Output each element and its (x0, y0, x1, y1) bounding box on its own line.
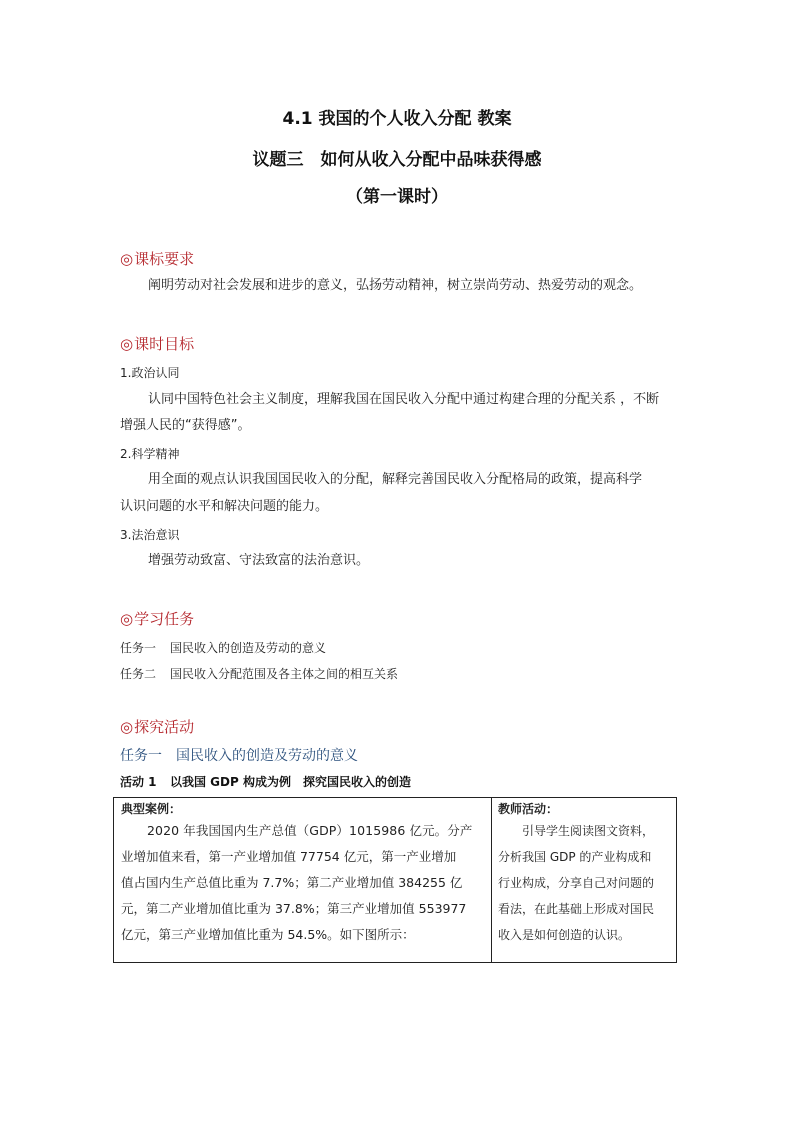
task-text: 国民收入分配范围及各主体之间的相互关系 (170, 667, 399, 681)
circle-mark-icon: ◎ (120, 335, 134, 353)
task-text: 国民收入的创造及劳动的意义 (170, 641, 327, 655)
activity-heading (120, 773, 411, 790)
table-row (114, 798, 677, 963)
document-title: 4.1 我国的个人收入分配 教案 (282, 109, 512, 129)
case-text-line: 元，第二产业增加值比重为 37.8%；第三产业增加值 553977 (121, 901, 467, 916)
objective-title: 3.法治意识 (120, 528, 180, 542)
teacher-cell (492, 798, 677, 963)
section-heading-tasks (120, 608, 194, 629)
case-text-line: 业增加值来看，第一产业增加值 77754 亿元，第一产业增加 (121, 849, 457, 864)
task-label: 任务一 (120, 641, 157, 655)
objective-title: 1.政治认同 (120, 366, 180, 380)
lesson-label: （第一课时） (346, 187, 448, 207)
task-item (120, 665, 398, 682)
case-text-line: 2020 年我国国内生产总值（GDP）1015986 亿元。分产 (147, 823, 473, 838)
objective-title: 2.科学精神 (120, 447, 180, 461)
teacher-text-line: 看法，在此基础上形成对国民 (498, 902, 655, 916)
activity-task-heading (120, 745, 358, 765)
task-label: 任务二 (120, 667, 157, 681)
objective-text-line: 用全面的观点认识我国国民收入的分配，解释完善国民收入分配格局的政策，提高科学 (148, 472, 643, 487)
section-heading-objectives (120, 333, 194, 354)
teacher-heading: 教师活动： (498, 802, 559, 816)
section-heading-activities (120, 716, 194, 737)
case-heading: 典型案例： (121, 802, 182, 816)
task-item (120, 639, 326, 656)
section-heading-curriculum (120, 248, 194, 269)
activity-text: 以我国 GDP 构成为例 探究国民收入的创造 (170, 775, 411, 789)
objective-text-line: 增强人民的“获得感”。 (120, 418, 251, 433)
teacher-text-line: 分析我国 GDP 的产业构成和 (498, 850, 652, 864)
objective-text-line: 认同中国特色社会主义制度，理解我国在国民收入分配中通过构建合理的分配关系 ，不断 (148, 392, 660, 407)
section-heading-text: 学习任务 (134, 610, 195, 628)
topic-subtitle: 议题三 如何从收入分配中品味获得感 (252, 150, 542, 170)
case-text-line: 亿元，第三产业增加值比重为 54.5%。如下图所示： (121, 927, 415, 942)
section-heading-text: 课时目标 (134, 335, 195, 353)
activity-label: 活动 1 (120, 775, 157, 789)
circle-mark-icon: ◎ (120, 250, 134, 268)
objective-text-line: 认识问题的水平和解决问题的能力。 (120, 499, 329, 514)
section-heading-text: 课标要求 (134, 250, 195, 268)
teacher-text-line: 收入是如何创造的认识。 (498, 928, 631, 942)
case-cell (114, 798, 492, 963)
circle-mark-icon: ◎ (120, 610, 134, 628)
curriculum-text: 阐明劳动对社会发展和进步的意义，弘扬劳动精神，树立崇尚劳动、热爱劳动的观念。 (148, 278, 643, 293)
teacher-text-line: 引导学生阅读图文资料， (522, 824, 655, 838)
case-table (113, 797, 677, 963)
section-heading-text: 探究活动 (134, 718, 195, 736)
case-text-line: 值占国内生产总值比重为 7.7%；第二产业增加值 384255 亿 (121, 875, 463, 890)
circle-mark-icon: ◎ (120, 718, 134, 736)
task-text: 国民收入的创造及劳动的意义 (176, 748, 358, 764)
objective-text-line: 增强劳动致富、守法致富的法治意识。 (148, 553, 370, 568)
teacher-text-line: 行业构成，分享自己对问题的 (498, 876, 655, 890)
task-label: 任务一 (120, 748, 162, 764)
